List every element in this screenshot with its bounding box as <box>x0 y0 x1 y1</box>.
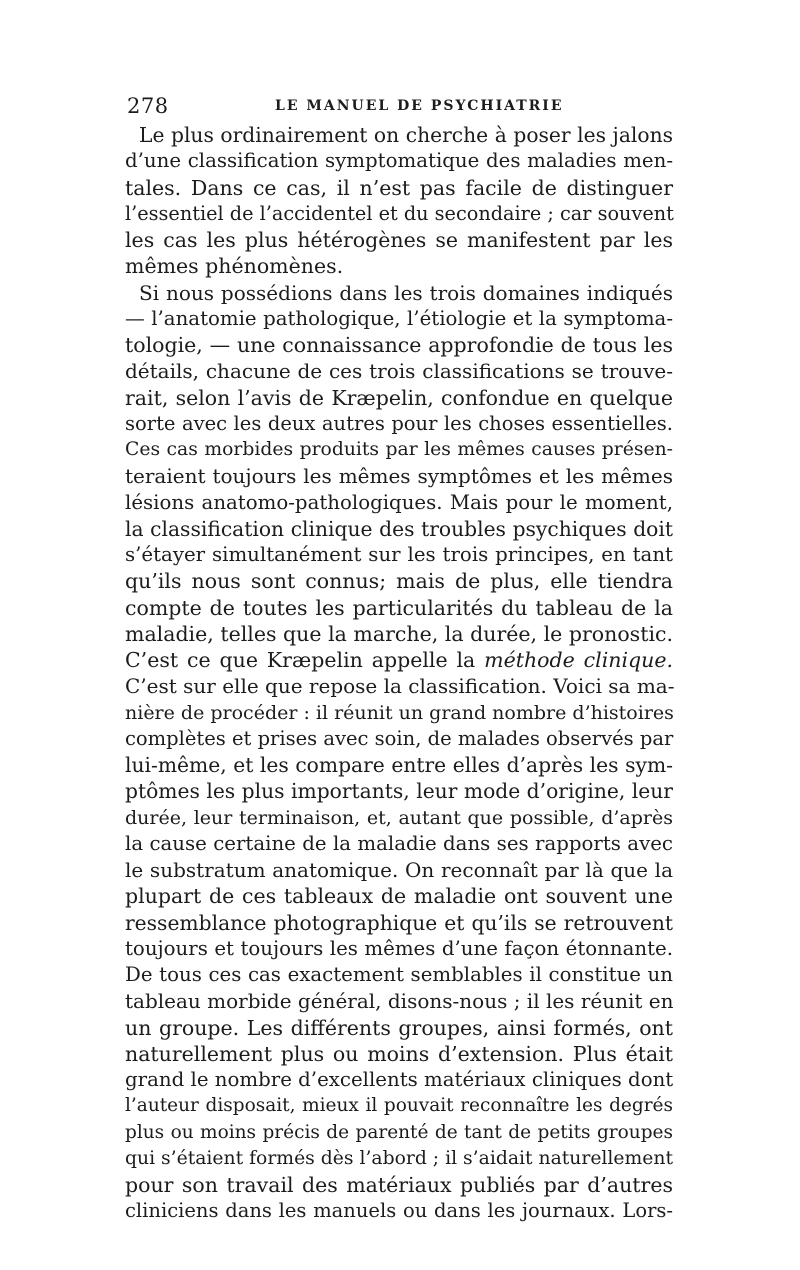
text-line: complètes et prises avec soin, de malades observés par <box>125 726 674 750</box>
text-line: Le plus ordinairement on cherche à poser les jalons <box>139 123 673 147</box>
text-line: qui s’étaient formés dès l’abord ; il s’aidait naturellement <box>125 1147 673 1169</box>
text-line: plupart de ces tableaux de maladie ont souvent une <box>125 884 673 909</box>
text-line: ressemblance photographique et qu’ils se retrouvent <box>125 910 673 935</box>
text-line: l’auteur disposait, mieux il pouvait reconnaître les degrés <box>125 1095 673 1117</box>
text-line: les cas les plus hétérogènes se manifestent par les <box>125 228 673 252</box>
text-line: cliniciens dans les manuels ou dans les journaux. Lors- <box>125 1199 673 1223</box>
page-number: 278 <box>127 94 169 118</box>
text-segment: C’est ce que Kræpelin appelle la <box>125 648 485 672</box>
text-line: tologie, — une connaissance approfondie de tous les <box>125 333 673 357</box>
text-line: tales. Dans ce cas, il n’est pas facile de distinguer <box>125 175 673 200</box>
text-line: compte de toutes les particularités du tableau de la <box>125 595 673 620</box>
italic-phrase: méthode clinique. <box>484 648 673 672</box>
text-line: lui-même, et les compare entre elles d’après les sym- <box>125 753 673 777</box>
text-line: teraient toujours les mêmes symptômes et les mêmes <box>125 464 673 489</box>
text-line: toujours et toujours les mêmes d’une façon étonnante. <box>125 936 673 960</box>
text-line: C’est sur elle que repose la classification. Voici sa ma- <box>125 674 675 699</box>
text-line: détails, chacune de ces trois classifications se trouve- <box>125 359 673 384</box>
text-line: lésions anatomo-pathologiques. Mais pour le moment, <box>125 490 673 514</box>
text-line: la classification clinique des troubles psychiques doit <box>125 516 673 541</box>
text-line: plus ou moins précis de parenté de tant de petits groupes <box>125 1121 673 1143</box>
running-head <box>125 94 673 120</box>
text-line: tableau morbide général, disons-nous ; il les réunit en <box>125 989 674 1014</box>
text-line: sorte avec les deux autres pour les choses essentielles. <box>125 411 673 435</box>
text-line: d’une classification symptomatique des maladies men- <box>125 149 673 173</box>
text-line: nière de procéder : il réunit un grand nombre d’histoires <box>125 701 674 724</box>
text-line: le substratum anatomique. On reconnaît par là que la <box>125 858 673 882</box>
text-line-with-italic <box>125 647 673 673</box>
text-line: Si nous possédions dans les trois domaines indiqués <box>139 280 673 305</box>
text-line: pour son travail des matériaux publiés par d’autres <box>125 1173 673 1197</box>
text-line: un groupe. Les différents groupes, ainsi formés, ont <box>125 1015 673 1040</box>
text-line: grand le nombre d’excellents matériaux cliniques dont <box>125 1068 674 1091</box>
text-line: De tous ces cas exactement semblables il constitue un <box>125 963 673 986</box>
text-line: s’étayer simultanément sur les trois principes, en tant <box>125 543 673 566</box>
text-line: qu’ils nous sont connus; mais de plus, elle tiendra <box>125 569 673 594</box>
text-line: ptômes les plus importants, leur mode d’origine, leur <box>125 779 673 804</box>
body-text <box>125 122 673 1225</box>
running-title: LE MANUEL DE PSYCHIATRIE <box>275 98 564 114</box>
text-line: l’essentiel de l’accidentel et du secondaire ; car souvent <box>125 201 674 225</box>
text-line: rait, selon l’avis de Kræpelin, confondue en quelque <box>125 385 673 410</box>
text-line: mêmes phénomènes. <box>125 254 344 279</box>
text-line: maladie, telles que la marche, la durée, le pronostic. <box>125 621 673 646</box>
text-line: la cause certaine de la maladie dans ses rapports avec <box>125 831 673 855</box>
text-line: naturellement plus ou moins d’extension. Plus était <box>125 1041 673 1066</box>
text-line: durée, leur terminaison, et, autant que possible, d’après <box>125 806 673 829</box>
text-line: — l’anatomie pathologique, l’étiologie et la symptoma- <box>125 306 673 330</box>
text-line: Ces cas morbides produits par les mêmes causes présen- <box>125 439 673 460</box>
